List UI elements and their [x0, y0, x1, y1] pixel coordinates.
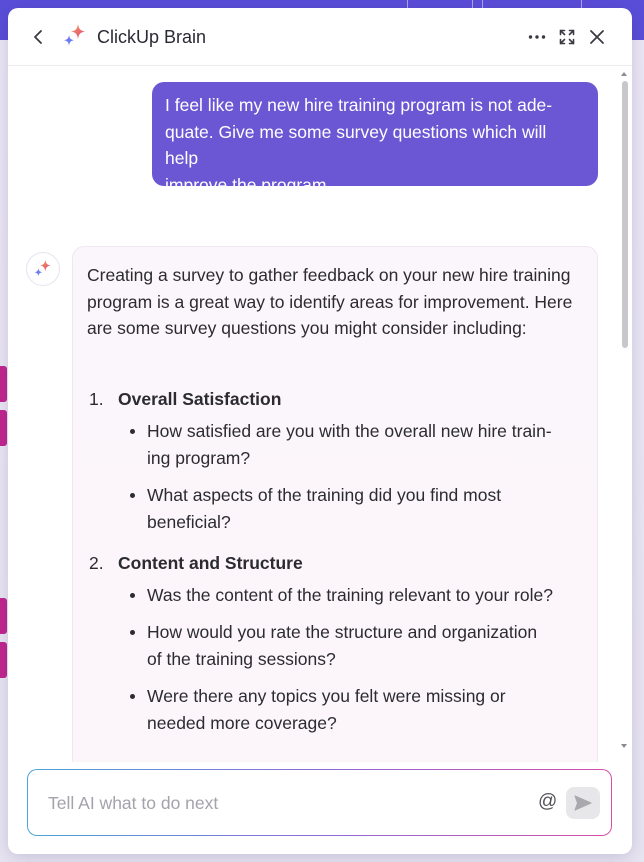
- mention-button[interactable]: @: [538, 791, 558, 812]
- chevron-left-icon: [32, 29, 46, 45]
- bullet-dot: [130, 694, 135, 699]
- conversation-area[interactable]: [8, 66, 632, 762]
- survey-question: [147, 683, 577, 736]
- survey-question: [147, 582, 577, 609]
- send-button[interactable]: [566, 787, 600, 819]
- survey-question: [147, 619, 577, 672]
- expand-icon: [559, 29, 575, 45]
- bullet-dot: [130, 429, 135, 434]
- survey-question: [147, 482, 577, 535]
- survey-question-line: What aspects of the training did you find most: [147, 485, 502, 505]
- expand-button[interactable]: [555, 25, 579, 49]
- close-icon: [589, 29, 605, 45]
- prompt-input[interactable]: [48, 791, 508, 815]
- user-message-line: quate. Give me some survey questions which will help: [165, 121, 547, 168]
- brain-sparkle-icon: [62, 23, 88, 49]
- back-button[interactable]: [27, 25, 51, 49]
- brain-sparkle-icon: [33, 259, 53, 279]
- close-button[interactable]: [585, 25, 609, 49]
- section-title: Content and Structure: [118, 553, 303, 573]
- section-number: 1.: [89, 389, 104, 409]
- panel-header: [8, 8, 632, 66]
- survey-question-line: of the training sessions?: [147, 648, 336, 669]
- survey-question-line: Was the content of the training relevant to your role?: [147, 585, 553, 605]
- ai-intro-paragraph: [87, 262, 583, 342]
- scrollbar-thumb[interactable]: [622, 81, 628, 348]
- survey-question-line: beneficial?: [147, 511, 231, 532]
- ai-message-bubble: [72, 246, 598, 762]
- bullet-dot: [130, 630, 135, 635]
- more-horizontal-icon: [528, 34, 546, 40]
- survey-question-line: needed more coverage?: [147, 712, 337, 733]
- bullet-dot: [130, 493, 135, 498]
- clickup-brain-panel: [8, 8, 632, 854]
- background-sidebar-marker: [0, 410, 7, 446]
- more-options-button[interactable]: [525, 25, 549, 49]
- send-icon: [574, 795, 592, 811]
- survey-question: [147, 418, 577, 471]
- scroll-down-arrow-icon[interactable]: [621, 744, 627, 748]
- survey-question-line: Were there any topics you felt were missing or: [147, 686, 506, 706]
- ai-intro-line: are some survey questions you might consider including:: [87, 318, 527, 338]
- background-sidebar-marker: [0, 598, 7, 634]
- background-sidebar-marker: [0, 642, 7, 678]
- background-sidebar-marker: [0, 366, 7, 402]
- ai-intro-line: program is a great way to identify areas for improvement. Here: [87, 291, 573, 312]
- ai-avatar: [26, 252, 60, 286]
- panel-title: ClickUp Brain: [97, 27, 207, 47]
- ai-intro-line: Creating a survey to gather feedback on your new hire training: [87, 265, 571, 285]
- section-number: 2.: [89, 553, 104, 573]
- section-title: Overall Satisfaction: [118, 389, 282, 409]
- user-message-bubble: [152, 82, 598, 195]
- user-message-line: I feel like my new hire training program is not ade-: [165, 95, 553, 115]
- bullet-dot: [130, 593, 135, 598]
- survey-question-line: ing program?: [147, 447, 251, 468]
- survey-question-line: How would you rate the structure and organization: [147, 622, 538, 642]
- scroll-up-arrow-icon[interactable]: [621, 72, 627, 76]
- composer: [27, 769, 612, 836]
- survey-question-line: How satisfied are you with the overall new hire train-: [147, 421, 552, 441]
- user-message-line: improve the program.: [165, 174, 332, 195]
